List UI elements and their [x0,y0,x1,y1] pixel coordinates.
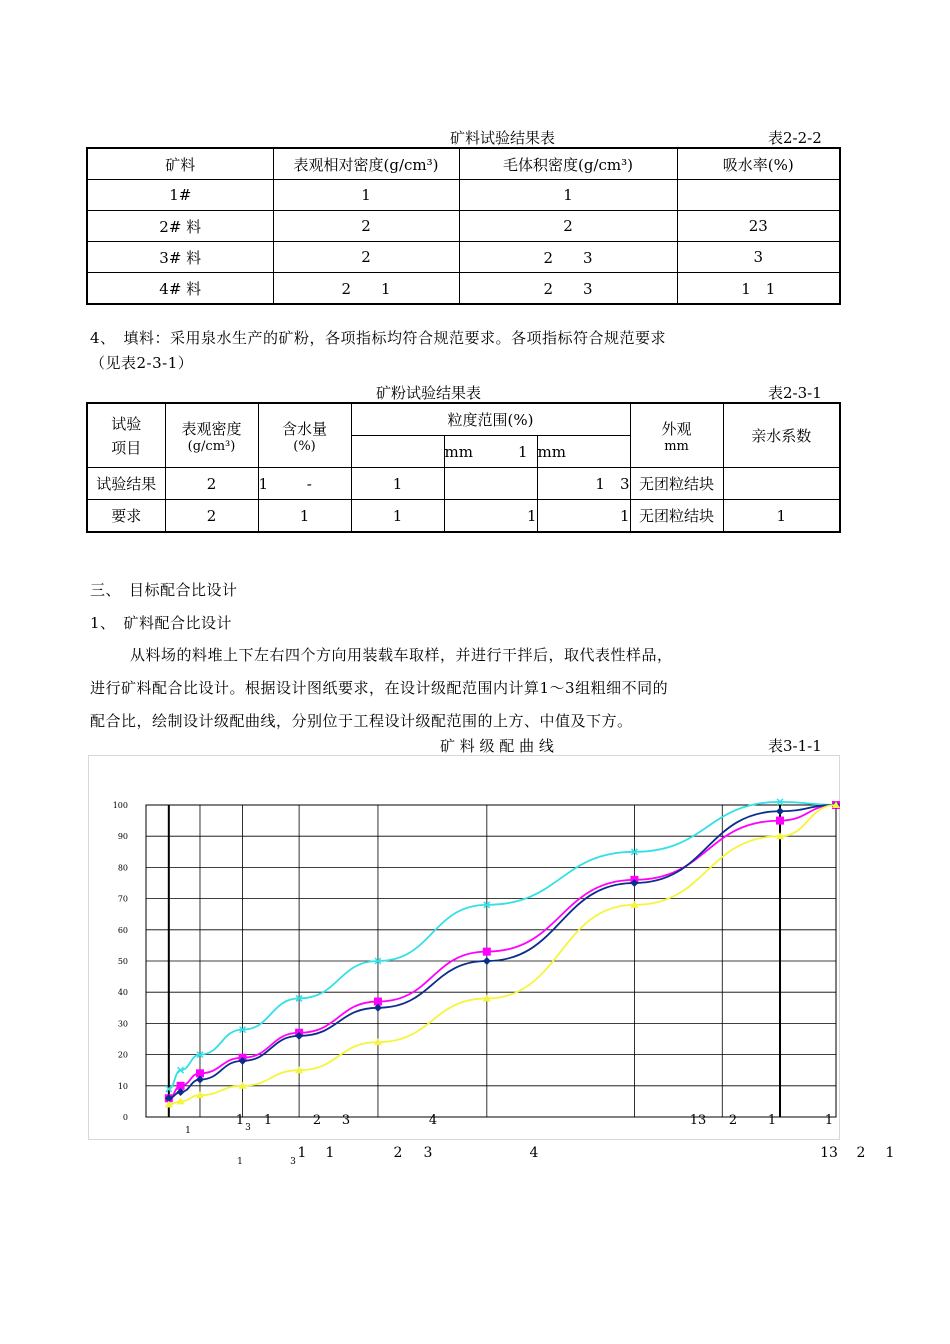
table-row [87,180,840,211]
table-row [87,500,840,533]
data-point [483,948,491,956]
subheader-cell: mm 1 [444,436,537,468]
x-tick-label: 3 [423,1145,433,1161]
table-cell: 3 [677,242,840,273]
table-cell: 要求 [87,500,165,533]
x-tick-label: 3 [341,1113,351,1128]
x-tick-label: 1 [263,1113,273,1128]
x-tick-label: 1 [185,1126,191,1136]
table-cell: 2 3 [459,242,677,273]
body-paragraph-line2: 进行矿料配合比设计。根据设计图纸要求，在设计级配范围内计算1～3组粗细不同的 [90,679,669,697]
table2-number: 表2-3-1 [768,384,822,402]
table-cell: 1 [258,500,351,533]
header-absorption: 吸水率(%) [677,148,840,180]
table-cell: 1# [87,180,273,211]
data-point [483,957,491,965]
table-row [87,242,840,273]
header-water-unit: (%) [293,438,316,454]
table-cell: 1 [537,500,630,533]
table-cell [723,468,840,500]
y-tick-label: 70 [117,894,128,904]
body-paragraph-line1: 从料场的料堆上下左右四个方向用装载车取样，并进行干拌后，取代表性样品， [130,646,673,664]
table-cell-text: 1 [258,474,269,493]
x-tick-label: 3 [245,1123,251,1133]
y-tick-label: 50 [117,957,128,966]
y-tick-label: 60 [117,925,128,935]
y-tick-label: 100 [112,801,128,810]
header-appearance [630,403,723,468]
data-point [776,807,784,815]
y-tick-label: 20 [117,1050,128,1060]
x-tick-label: 1 [237,1157,243,1167]
filler-test-table [86,402,841,533]
subheader-cell: mm [537,436,630,468]
filler-paragraph-line1: 4、 填料：采用泉水生产的矿粉，各项指标均符合规范要求。各项指标符合规范要求 [90,329,667,347]
subheader-cell [351,436,444,468]
x-tick-label: 2 [312,1113,322,1128]
y-tick-label: 40 [117,988,128,998]
table-cell: 无团粒结块 [630,500,723,533]
table-cell: 无团粒结块 [630,468,723,500]
table-cell: 2 1 [273,273,459,305]
filler-paragraph-line2: （见表2-3-1） [90,354,194,372]
header-grain-range: 粒度范围(%) [351,403,630,436]
table2-title: 矿粉试验结果表 [376,384,482,402]
header-appearance-label: 外观 [661,419,692,438]
gradation-chart-svg [88,755,840,1140]
x-tick-labels-row2 [0,1138,950,1178]
table-cell: 2 3 [459,273,677,305]
header-apparent-density: 表观相对密度(g/cm³) [273,148,459,180]
table-row [87,273,840,305]
table-cell: 1 3 [537,468,630,500]
table-cell: 1 [273,180,459,211]
table-header-row [87,148,840,180]
header-mineral: 矿料 [87,148,273,180]
table-cell [444,468,537,500]
header-density-label: 表观密度 [181,419,242,438]
x-tick-label: 1 [325,1145,335,1161]
header-appearance-unit: mm [664,438,689,454]
subsection-heading: 1、 矿料配合比设计 [90,614,233,632]
header-item: 试验 项目 [87,403,165,468]
y-tick-label: 80 [117,863,128,873]
chart-number: 表3-1-1 [768,737,822,755]
header-bulk-density: 毛体积密度(g/cm³) [459,148,677,180]
y-tick-label: 90 [117,832,128,842]
table-header-row [87,403,840,436]
series-line [169,805,836,1105]
header-water [258,403,351,468]
table-cell: 2 [165,468,258,500]
table-cell: 1 [444,500,537,533]
x-tick-label: 3 [290,1157,296,1167]
table-cell: 1 [351,500,444,533]
table-cell: 1 1 [677,273,840,305]
table-cell [677,180,840,211]
x-tick-label: 4 [428,1113,438,1128]
x-tick-label: 1 [235,1113,245,1128]
x-tick-label: 13 [820,1145,838,1161]
table-cell: 2 [273,242,459,273]
table-cell: 2 [459,211,677,242]
header-hydrophilic: 亲水系数 [723,403,840,468]
y-tick-label: 0 [122,1113,128,1122]
chart-title: 矿 料 级 配 曲 线 [440,737,554,755]
section-heading: 三、 目标配合比设计 [90,581,238,599]
table-cell: 1 [723,500,840,533]
table-cell: 1 [459,180,677,211]
table-cell: 2 [273,211,459,242]
mineral-test-table [86,147,841,305]
table-cell-text: - [306,474,312,493]
x-tick-label: 2 [393,1145,403,1161]
table-cell: 4# 料 [87,273,273,305]
table-cell: 2 [165,500,258,533]
x-tick-label: 1 [297,1145,307,1161]
y-tick-label: 10 [117,1081,128,1091]
header-water-label: 含水量 [281,419,327,438]
body-paragraph-line3: 配合比，绘制设计级配曲线，分别位于工程设计级配范围的上方、中值及下方。 [90,712,633,730]
table-cell: 1 [351,468,444,500]
gradation-chart [88,755,840,1140]
x-tick-label: 2 [856,1145,866,1161]
table-cell: 23 [677,211,840,242]
header-density [165,403,258,468]
table-row [87,211,840,242]
table-row [87,468,840,500]
x-tick-label: 1 [885,1145,895,1161]
table-cell: 2# 料 [87,211,273,242]
x-tick-label: 2 [728,1113,738,1128]
table1-title: 矿料试验结果表 [450,129,556,147]
y-tick-label: 30 [117,1019,128,1029]
x-tick-label: 1 [824,1113,834,1128]
x-tick-label: 4 [529,1145,539,1161]
data-point [776,817,784,825]
header-density-unit: (g/cm³) [187,438,236,454]
table1-number: 表2-2-2 [768,129,822,147]
table-cell [258,468,351,500]
x-tick-label: 13 [689,1113,707,1128]
x-tick-label: 1 [767,1113,777,1128]
table-cell: 3# 料 [87,242,273,273]
table-cell: 试验结果 [87,468,165,500]
